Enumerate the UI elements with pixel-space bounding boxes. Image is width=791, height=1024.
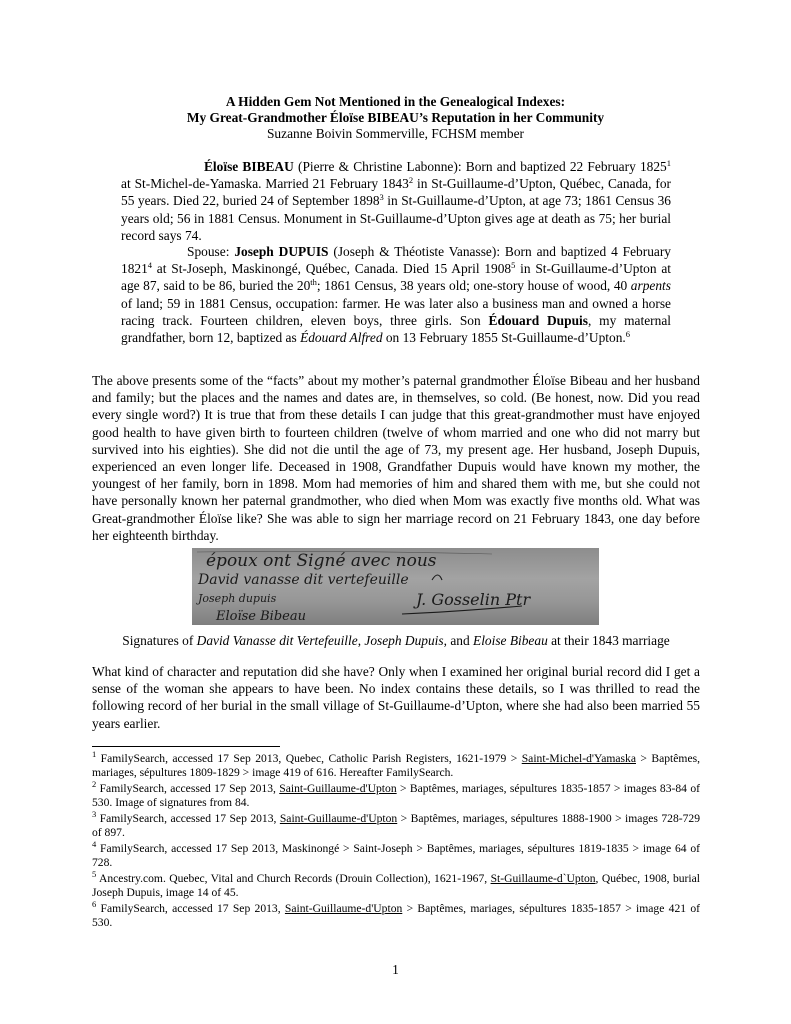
image-caption: Signatures of David Vanasse dit Vertefeuille, Joseph Dupuis, and Eloise Bibeau at their 1843 marriage bbox=[122, 633, 670, 648]
footnote-1-link[interactable]: Saint-Michel-d'Yamaska bbox=[521, 752, 636, 765]
body-paragraph-1: The above presents some of the “facts” about my mother’s paternal grandmother Éloïse Bibeau and her husband and family; but the places and the names and dates are, in themselves, so cold. (Be honest, now. Did you read every single word?) It is true that from these details I can judge that this great-grandmother must have enjoyed good health to have given birth to fourteen children (twelve of whom married and one who did not marry but survived into his eighties). She did not die until the age of 73, my present age. Her husband, Joseph Dupuis, experienced an even longer life. Deceased in 1908, Grandfather Dupuis would have known my mother, the youngest of her family, born in 1898. Mom had memories of him and shared them with me, but she could not have personally known her paternal grandmother, who died when Mom was exactly five months old. What was Great-grandmother Éloïse like? She was able to sign her marriage record on 21 February 1843, one day before her eighteenth birthday. bbox=[92, 373, 700, 543]
sig-priest: J. Gosselin Ptr bbox=[416, 590, 531, 609]
signatures-image bbox=[192, 548, 599, 625]
sig-vanasse: David vanasse dit vertefeuille bbox=[198, 572, 409, 588]
footnote-1: $^1$ FamilySearch, accessed 17 Sep 2013, Quebec, Catholic Parish Registers, 1621-1979 > Saint-Michel-d'Yamaska > Baptêmes, mariages, sépultures 1809-1829 > image 419 of 616. Hereafter FamilySearch. bbox=[92, 749, 700, 779]
footnote-6-link[interactable]: Saint-Guillaume-d'Upton bbox=[284, 902, 403, 915]
footnote-2-link[interactable]: Saint-Guillaume-d'Upton bbox=[279, 782, 397, 795]
dupuis-name: Joseph DUPUIS bbox=[234, 244, 329, 259]
footnote-ref-2[interactable]: 2 bbox=[408, 175, 414, 186]
footnote-5-link[interactable]: St-Guillaume-d`Upton bbox=[490, 872, 596, 885]
sig-line-1: époux ont Signé avec nous bbox=[206, 551, 437, 571]
footnote-ref-1[interactable]: 1 bbox=[666, 158, 671, 168]
page-number: 1 bbox=[392, 962, 399, 977]
footnote-3-link[interactable]: Saint-Guillaume-d'Upton bbox=[279, 812, 398, 825]
bibeau-name: Éloïse BIBEAU bbox=[204, 159, 294, 174]
sig-dupuis: Joseph dupuis bbox=[198, 592, 277, 605]
footnote-2: $^2$ FamilySearch, accessed 17 Sep 2013, Saint-Guillaume-d'Upton > Baptêmes, mariages, sépultures 1835-1857 > images 83-84 of 530. Image of signatures from 84. bbox=[92, 779, 700, 809]
footnote-ref-3[interactable]: 3 bbox=[379, 192, 384, 203]
footnote-ref-4[interactable]: 4 bbox=[147, 260, 153, 271]
footnote-ref-6[interactable]: 6 bbox=[625, 329, 630, 340]
sig-bibeau: Eloïse Bibeau bbox=[216, 609, 306, 624]
son-name: Édouard Dupuis bbox=[488, 312, 588, 328]
title-line-2: My Great-Grandmother Éloïse BIBEAU’s Reputation in her Community bbox=[186, 110, 605, 125]
dupuis-entry: Spouse: Joseph DUPUIS (Joseph & Théotiste Vanasse): Born and baptized 4 February 1821$^4$ at St-Joseph, Maskinongé, Québec, Canada. Died 15 April 1908$^5$ in St-Guillaume-d’Upton at age 87, said to be 86, buried the 20th; 1861 Census, 38 years old; one-story house of wood, 40 arpents of land; 59 in 1881 Census, occupation: farmer. He was later also a business man and owned a horse racing track. Fourteen children, eleven boys, three girls. Son Édouard Dupuis, my maternal grandfather, born 12, baptized as Édouard Alfred on 13 February 1855 St-Guillaume-d’Upton.$^6$ bbox=[121, 244, 672, 346]
author-line: Suzanne Boivin Sommerville, FCHSM member bbox=[266, 126, 524, 141]
footnote-6: $^6$ FamilySearch, accessed 17 Sep 2013, Saint-Guillaume-d'Upton > Baptêmes, mariages, sépultures 1835-1857 > image 421 of 530. bbox=[92, 899, 700, 929]
body-paragraph-2: What kind of character and reputation did she have? Only when I examined her original burial record did I get a sense of the woman she appears to have been. No index contains these details, so I was thrilled to read the following record of her burial in the small village of St-Guillaume-d’Upton, where she had also been married 55 years earlier. bbox=[92, 664, 700, 731]
footnote-divider bbox=[92, 746, 280, 747]
bibeau-entry: Éloïse BIBEAU (Pierre & Christine Labonne): Born and baptized 22 February 1825$^1$ at St-Michel-de-Yamaska. Married 21 February 1843$^2$ in St-Guillaume-d’Upton, Québec, Canada, for 55 years. Died 22, buried 24 of September 1898$^3$ in St-Guillaume-d’Upton, at age 73; 1861 Census 36 years old; 56 in 1881 Census. Monument in St-Guillaume-d’Upton gives age at death as 75; her burial record says 74. bbox=[121, 158, 671, 243]
footnote-3: $^3$ FamilySearch, accessed 17 Sep 2013, Saint-Guillaume-d'Upton > Baptêmes, mariages, sépultures 1888-1900 > images 728-729 of 897. bbox=[92, 809, 700, 839]
footnote-5: $^5$ Ancestry.com. Quebec, Vital and Church Records (Drouin Collection), 1621-1967, St-Guillaume-d`Upton, Québec, 1908, burial Joseph Dupuis, image 14 of 45. bbox=[92, 869, 700, 899]
footnote-4: $^4$ FamilySearch, accessed 17 Sep 2013, Maskinongé > Saint-Joseph > Baptêmes, mariages, sépultures 1819-1835 > image 64 of 728. bbox=[92, 839, 700, 869]
title-line-1: A Hidden Gem Not Mentioned in the Genealogical Indexes: bbox=[225, 94, 566, 109]
footnote-ref-5[interactable]: 5 bbox=[511, 260, 516, 271]
